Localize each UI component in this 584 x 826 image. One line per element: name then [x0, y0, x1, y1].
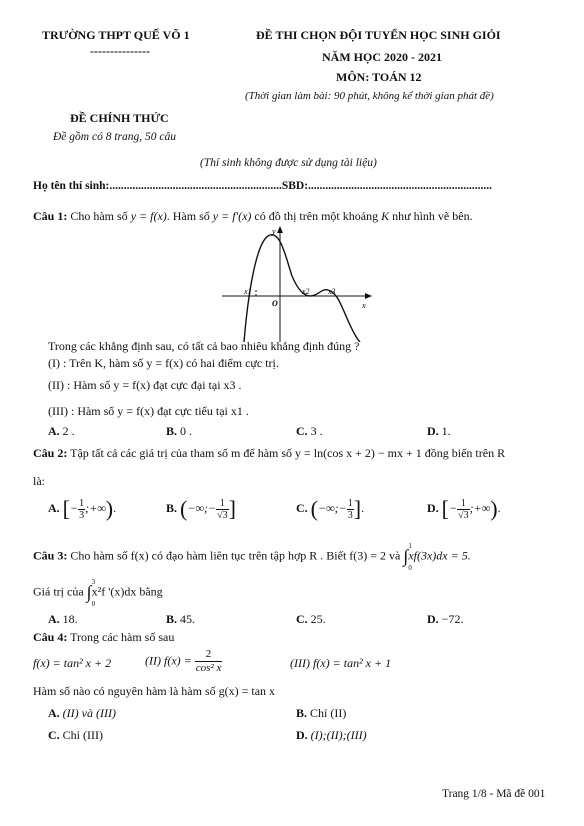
exam-year: NĂM HỌC 2020 - 2021 [322, 50, 442, 64]
exam-note: (Thí sinh không được sử dụng tài liệu) [200, 157, 377, 169]
q1-option-c[interactable]: C. 3 . [296, 424, 323, 438]
q3-option-c[interactable]: C. 25. [296, 612, 326, 626]
q1-option-a[interactable]: A. 2 . [48, 424, 75, 438]
derivative-graph [222, 224, 374, 342]
school-name: TRƯỜNG THPT QUẾ VÕ 1 [42, 28, 190, 42]
q1-option-d[interactable]: D. 1. [427, 424, 451, 438]
page-count: Đề gồm có 8 trang, 50 câu [53, 131, 176, 143]
q2-text: Câu 2: Tập tất cả các giá trị của tham số m để hàm số y = ln(cos x + 2) − mx + 1 đồng biến trên R [33, 446, 506, 460]
q1-statement-3: (III) : Hàm số y = f(x) đạt cực tiểu tại x1 . [48, 404, 249, 418]
integral-sign: ∫ 3 0 [86, 578, 96, 608]
q1-option-b[interactable]: B. 0 . [166, 424, 193, 438]
q3-text: Câu 3: Cho hàm số f(x) có đạo hàm liên tục trên tập hợp R . Biết f(3) = 2 và ∫ 1 0 xf(3x)dx = 5. [33, 542, 471, 572]
exam-title: ĐỀ THI CHỌN ĐỘI TUYỂN HỌC SINH GIỎI [256, 28, 501, 42]
q1-statement-2: (II) : Hàm số y = f(x) đạt cực đại tại x3 . [48, 378, 242, 392]
q2-option-d[interactable]: D. [− $\frac{1}{√3}$ ;+∞). [427, 496, 501, 521]
page-footer: Trang 1/8 - Mã đề 001 [442, 788, 546, 800]
q2-option-b[interactable]: B. (−∞;− $\frac{1}{√3}$ ] [166, 496, 236, 521]
q2-text-2: là: [33, 474, 45, 488]
q4-option-b[interactable]: B. Chỉ (II) [296, 706, 347, 720]
graph-x3-label: x3 [328, 287, 336, 296]
q3-option-b[interactable]: B. 45. [166, 612, 196, 626]
graph-y-label: y [272, 227, 276, 236]
graph-origin-label: O [272, 299, 278, 308]
q1-prompt: Trong các khẳng định sau, có tất cả bao nhiêu khẳng định đúng ? [48, 339, 360, 353]
q4-option-d[interactable]: D. (I);(II);(III) [296, 728, 367, 742]
q4-function-2: (II) f(x) = $\frac{2}{\text{cos² x}}$ [145, 648, 222, 674]
q3-option-a[interactable]: A. 18. [48, 612, 78, 626]
school-underline: --------------- [90, 44, 150, 58]
graph-x1-label: x1 [244, 287, 252, 296]
graph-x-label: x [362, 301, 366, 310]
exam-subject: MÔN: TOÁN 12 [336, 70, 422, 84]
q2-option-c[interactable]: C. (−∞;− $\frac{1}{3}$ ]. [296, 496, 365, 521]
q1-text: Câu 1: Cho hàm số y = f(x). Hàm số y = f'(x) có đồ thị trên một khoảng K như hình vẽ bên. [33, 209, 473, 223]
q3-option-d[interactable]: D. −72. [427, 612, 464, 626]
exam-time: (Thời gian làm bài: 90 phút, không kể thời gian phát đề) [245, 90, 494, 102]
integral-sign: ∫ 1 0 [403, 542, 412, 572]
graph-x2-label: x2 [302, 287, 310, 296]
candidate-line: Họ tên thí sinh:............................................................SBD:................................................................ [33, 180, 493, 192]
q4-text: Câu 4: Trong các hàm số sau [33, 630, 175, 644]
q4-option-a[interactable]: A. (II) và (III) [48, 706, 116, 720]
q4-function-1: f(x) = tan² x + 2 [33, 656, 112, 670]
q4-function-3: (III) f(x) = tan² x + 1 [290, 656, 392, 670]
official-label: ĐỀ CHÍNH THỨC [70, 111, 169, 125]
q2-option-a[interactable]: A. [− $\frac{1}{3}$ ;+∞). [48, 496, 117, 521]
q1-statement-1: (I) : Trên K, hàm số y = f(x) có hai điểm cực trị. [48, 356, 279, 370]
q4-prompt: Hàm số nào có nguyên hàm là hàm số g(x) = tan x [33, 684, 276, 698]
q4-option-c[interactable]: C. Chỉ (III) [48, 728, 103, 742]
q3-text-2: Giá trị của ∫ 3 0 x²f '(x)dx bằng [33, 578, 163, 608]
